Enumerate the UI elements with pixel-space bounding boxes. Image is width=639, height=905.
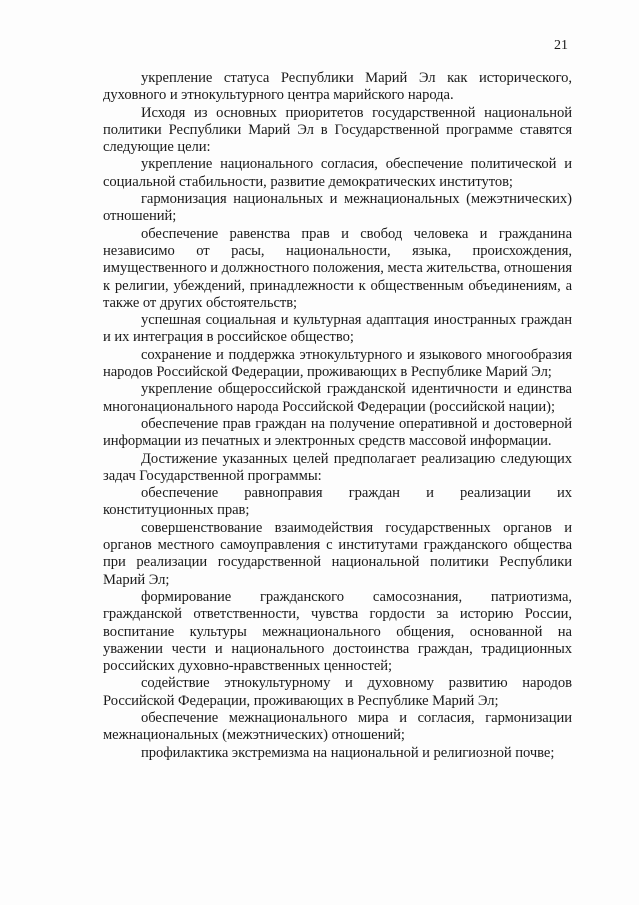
paragraph-task-interethnic-peace: обеспечение межнационального мира и согласия, гармонизации межнациональных (межэтнических) отношений; xyxy=(103,709,572,744)
paragraph-task-extremism-prevention: профилактика экстремизма на национальной и религиозной почве; xyxy=(141,744,555,761)
paragraph-goal-equal-rights: обеспечение равенства прав и свобод человека и гражданина независимо от расы, национальности, языка, происхождения, имущественного и должностного положения, места жительства, отношения к религии, убеждений, принадлежности к общественным объединениям, а также от других обстоятельств; xyxy=(103,225,573,311)
paragraph-goal-civic-identity: укрепление общероссийской гражданской идентичности и единства многонационального народа Российской Федерации (российской нации); xyxy=(103,381,572,415)
paragraph-status-mari-el: укрепление статуса Республики Марий Эл как исторического, духовного и этнокультурного центра марийского народа. xyxy=(103,70,572,104)
paragraph-goal-national-accord: укрепление национального согласия, обеспечение политической и социальной стабильности, развитие демократических институтов; xyxy=(103,156,572,190)
paragraph-task-ethnocultural-development: содействие этнокультурному и духовному развитию народов Российской Федерации, проживающих в Республике Марий Эл; xyxy=(103,675,572,709)
document-body xyxy=(103,70,572,762)
page-number: 21 xyxy=(554,38,568,53)
paragraph-goal-ethnocultural-diversity: сохранение и поддержка этнокультурного и языкового многообразия народов Российской Федерации, проживающих в Республике Марий Эл; xyxy=(103,346,572,381)
paragraph-goal-information-rights: обеспечение прав граждан на получение оперативной и достоверной информации из печатных и электронных средств массовой информации. xyxy=(103,415,572,450)
paragraph-tasks-intro: Достижение указанных целей предполагает реализацию следующих задач Государственной программы: xyxy=(103,450,572,484)
paragraph-task-civic-consciousness: формирование гражданского самосознания, патриотизма, гражданской ответственности, чувства гордости за историю России, воспитание культуры межнационального общения, основанной на уважении чести и национального достоинства граждан, традиционных российских духовно-нравственных ценностей; xyxy=(103,588,572,675)
paragraph-task-cooperation: совершенствование взаимодействия государственных органов и органов местного самоуправления с институтами гражданского общества при реализации государственной национальной политики Республики Марий Эл; xyxy=(103,519,572,588)
paragraph-task-equality: обеспечение равноправия граждан и реализации их конституционных прав; xyxy=(103,485,572,519)
paragraph-goal-harmonization: гармонизация национальных и межнациональных (межэтнических) отношений; xyxy=(103,191,572,225)
paragraph-goals-intro: Исходя из основных приоритетов государственной национальной политики Республики Марий Эл в Государственной программе ставятся следующие цели: xyxy=(103,104,572,156)
paragraph-goal-migrant-adaptation: успешная социальная и культурная адаптация иностранных граждан и их интеграция в российское общество; xyxy=(103,312,572,346)
